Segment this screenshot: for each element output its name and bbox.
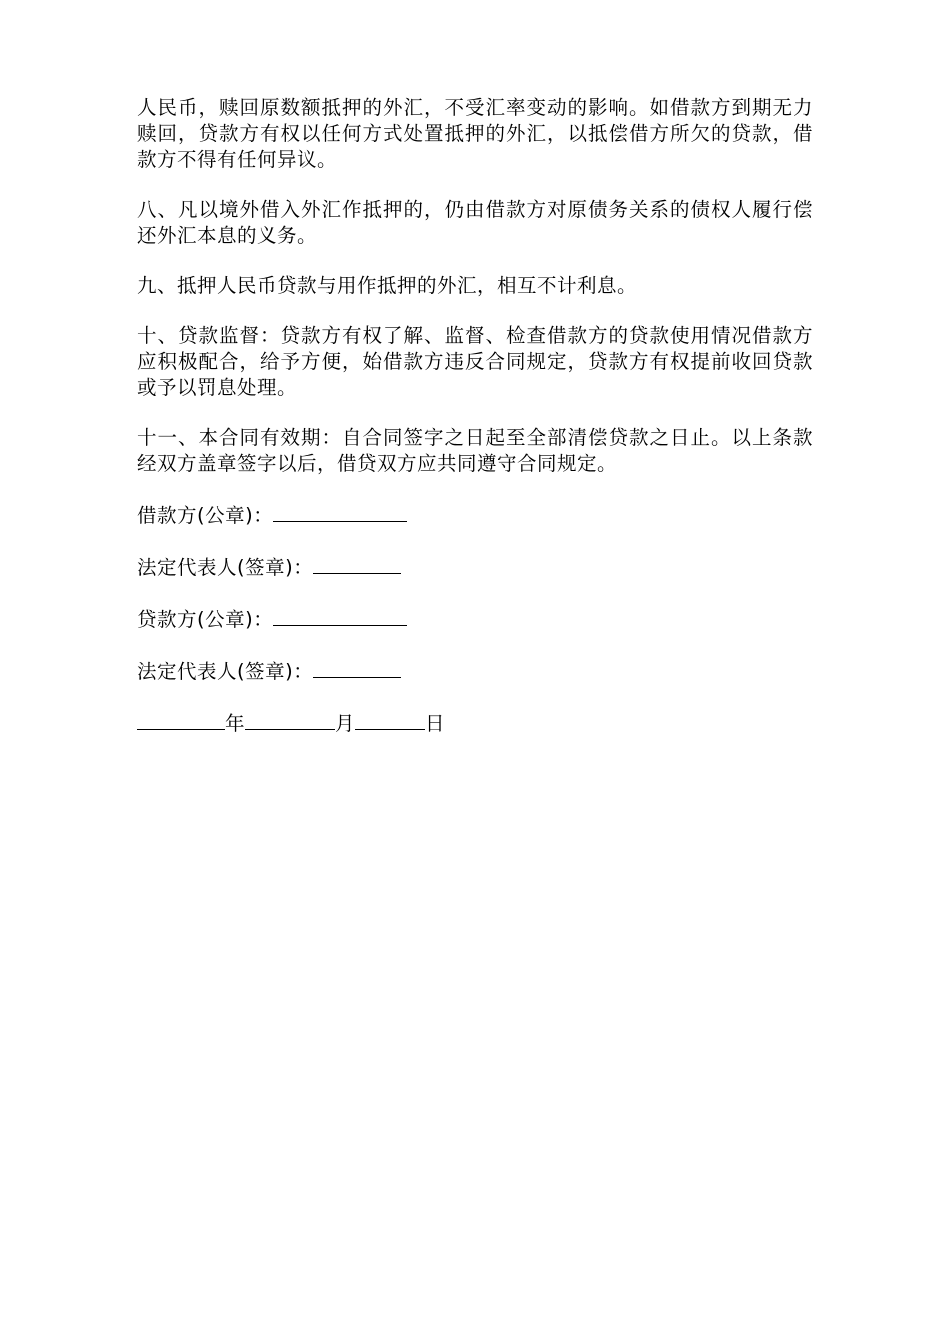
lender-seal-blank bbox=[273, 605, 407, 626]
borrower-rep-line bbox=[137, 553, 813, 581]
borrower-seal-blank bbox=[273, 501, 407, 522]
clause-10: 十、贷款监督：贷款方有权了解、监督、检查借款方的贷款使用情况借款方应积极配合，给予方便，始借款方违反合同规定，贷款方有权提前收回贷款或予以罚息处理。 bbox=[137, 324, 813, 399]
day-blank bbox=[355, 709, 425, 730]
clause-9: 九、抵押人民币贷款与用作抵押的外汇，相互不计利息。 bbox=[137, 274, 638, 297]
borrower-seal-label: 借款方(公章)： bbox=[137, 504, 274, 527]
borrower-rep-blank bbox=[313, 553, 401, 574]
year-label: 年 bbox=[225, 712, 246, 735]
lender-seal-label: 贷款方(公章)： bbox=[137, 608, 274, 631]
month-label: 月 bbox=[335, 712, 356, 735]
year-blank bbox=[137, 709, 225, 730]
date-line bbox=[137, 709, 813, 737]
borrower-rep-label: 法定代表人(签章)： bbox=[137, 556, 314, 579]
month-blank bbox=[245, 709, 335, 730]
lender-rep-blank bbox=[313, 657, 401, 678]
clause-7-continuation: 人民币，赎回原数额抵押的外汇，不受汇率变动的影响。如借款方到期无力赎回，贷款方有权以任何方式处置抵押的外汇，以抵偿借方所欠的贷款，借款方不得有任何异议。 bbox=[137, 96, 813, 171]
lender-rep-label: 法定代表人(签章)： bbox=[137, 660, 314, 683]
document-page bbox=[137, 95, 813, 761]
lender-rep-line bbox=[137, 657, 813, 685]
clause-8: 八、凡以境外借入外汇作抵押的，仍由借款方对原债务关系的债权人履行偿还外汇本息的义务。 bbox=[137, 198, 813, 247]
day-label: 日 bbox=[425, 712, 446, 735]
lender-seal-line bbox=[137, 605, 813, 633]
borrower-seal-line bbox=[137, 501, 813, 529]
clause-11: 十一、本合同有效期：自合同签字之日起至全部清偿贷款之日止。以上条款经双方盖章签字以后，借贷双方应共同遵守合同规定。 bbox=[137, 426, 813, 475]
